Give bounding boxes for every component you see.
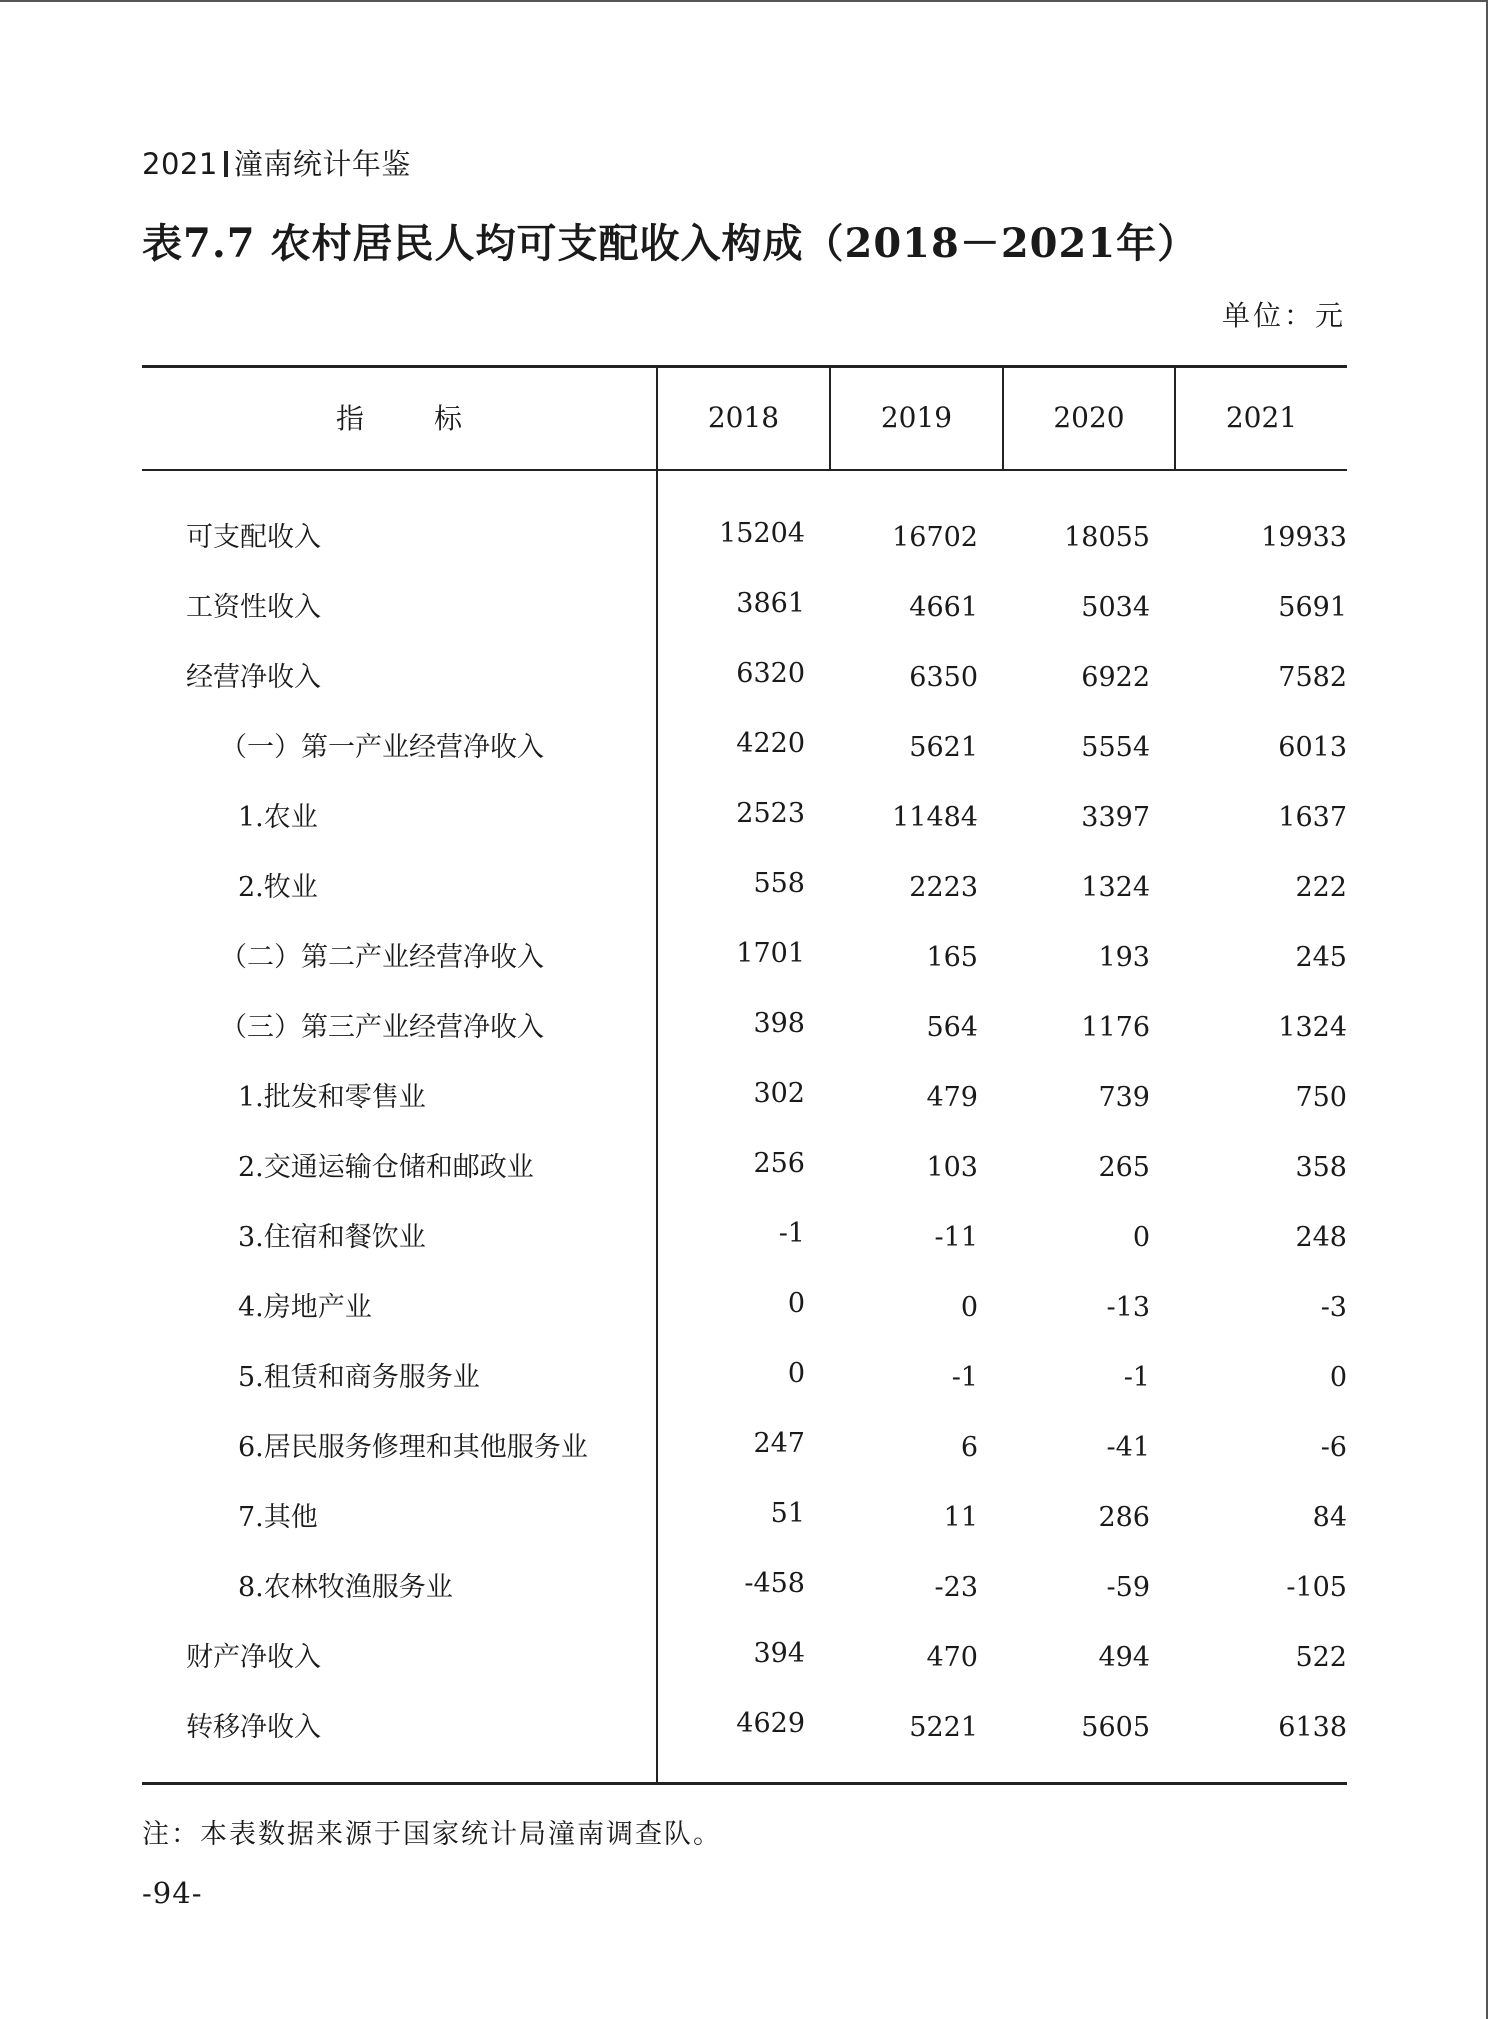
table-row xyxy=(142,1483,1347,1553)
row-value-2019: -11 xyxy=(934,1222,978,1253)
table-row xyxy=(142,1553,1347,1623)
row-value-2018: 0 xyxy=(787,1358,805,1389)
table-row xyxy=(142,783,1347,853)
row-value-2020: 739 xyxy=(1098,1082,1150,1113)
row-value-2018: -458 xyxy=(744,1568,805,1599)
row-value-2018: 558 xyxy=(753,868,805,899)
row-label: 8.农林牧渔服务业 xyxy=(238,1572,453,1603)
row-label: 转移净收入 xyxy=(186,1712,321,1743)
row-label: 5.租赁和商务服务业 xyxy=(238,1362,480,1393)
header-book-title: 潼南统计年鉴 xyxy=(233,147,411,181)
row-value-2019: 0 xyxy=(960,1292,978,1323)
header-year: 2021 xyxy=(142,147,218,181)
row-value-2018: 2523 xyxy=(736,798,805,829)
row-value-2020: 6922 xyxy=(1081,662,1150,693)
table-row xyxy=(142,1623,1347,1693)
row-value-2021: 1324 xyxy=(1278,1012,1347,1043)
row-value-2021: -3 xyxy=(1320,1292,1347,1323)
row-value-2020: -1 xyxy=(1123,1362,1150,1393)
row-value-2020: 286 xyxy=(1098,1502,1150,1533)
row-label: 1.批发和零售业 xyxy=(238,1082,426,1113)
row-label: 工资性收入 xyxy=(186,592,321,623)
table-row xyxy=(142,1413,1347,1483)
row-label: 1.农业 xyxy=(238,802,318,833)
row-value-2021: 19933 xyxy=(1261,522,1347,553)
row-value-2021: 7582 xyxy=(1278,662,1347,693)
row-value-2021: 245 xyxy=(1295,942,1347,973)
row-value-2021: 84 xyxy=(1312,1502,1347,1533)
row-value-2019: 11 xyxy=(943,1502,978,1533)
row-value-2018: 4629 xyxy=(736,1708,805,1739)
row-value-2018: 256 xyxy=(753,1148,805,1179)
row-value-2020: 3397 xyxy=(1081,802,1150,833)
row-value-2020: 18055 xyxy=(1064,522,1150,553)
row-value-2021: 5691 xyxy=(1278,592,1347,623)
table-row xyxy=(142,1273,1347,1343)
row-value-2019: 479 xyxy=(926,1082,978,1113)
row-value-2020: 1324 xyxy=(1081,872,1150,903)
row-value-2019: 2223 xyxy=(909,872,978,903)
row-value-2019: -23 xyxy=(934,1572,978,1603)
row-value-2021: 0 xyxy=(1329,1362,1347,1393)
row-value-2020: 5554 xyxy=(1081,732,1150,763)
table-row xyxy=(142,1203,1347,1273)
row-label: 2.牧业 xyxy=(238,872,318,903)
row-value-2020: -41 xyxy=(1106,1432,1150,1463)
row-value-2020: 494 xyxy=(1098,1642,1150,1673)
row-value-2020: -59 xyxy=(1106,1572,1150,1603)
row-value-2018: 0 xyxy=(787,1288,805,1319)
table-row xyxy=(142,503,1347,573)
row-value-2021: 358 xyxy=(1295,1152,1347,1183)
row-value-2021: -6 xyxy=(1320,1432,1347,1463)
row-value-2020: 5605 xyxy=(1081,1712,1150,1743)
row-value-2019: 4661 xyxy=(909,592,978,623)
row-value-2019: 11484 xyxy=(892,802,978,833)
unit-label: 单位：元 xyxy=(1221,299,1346,332)
row-value-2019: 16702 xyxy=(892,522,978,553)
row-value-2019: 5621 xyxy=(909,732,978,763)
row-label: 可支配收入 xyxy=(186,522,321,553)
row-value-2021: 522 xyxy=(1295,1642,1347,1673)
column-header-year: 2019 xyxy=(880,400,953,434)
table-footnote: 注：本表数据来源于国家统计局潼南调查队。 xyxy=(142,1819,722,1850)
row-value-2018: 4220 xyxy=(736,728,805,759)
table-row xyxy=(142,713,1347,783)
row-value-2019: 5221 xyxy=(909,1712,978,1743)
table-header-rule xyxy=(142,469,1347,471)
row-value-2019: 470 xyxy=(926,1642,978,1673)
table-bottom-rule xyxy=(142,1782,1347,1785)
row-value-2018: -1 xyxy=(778,1218,805,1249)
row-value-2018: 302 xyxy=(753,1078,805,1109)
header-separator xyxy=(224,151,228,177)
row-value-2020: -13 xyxy=(1106,1292,1150,1323)
row-label: 2.交通运输仓储和邮政业 xyxy=(238,1152,534,1183)
row-value-2021: -105 xyxy=(1286,1572,1347,1603)
row-value-2019: 165 xyxy=(926,942,978,973)
table-row xyxy=(142,1343,1347,1413)
table-title: 表7.7 农村居民人均可支配收入构成（2018－2021年） xyxy=(142,220,1199,267)
table-row xyxy=(142,853,1347,923)
row-label: 7.其他 xyxy=(238,1502,318,1533)
row-label: 4.房地产业 xyxy=(238,1292,372,1323)
column-header-year: 2021 xyxy=(1225,400,1298,434)
row-value-2019: 564 xyxy=(926,1012,978,1043)
row-label: 经营净收入 xyxy=(186,662,321,693)
row-value-2018: 1701 xyxy=(736,938,805,969)
row-value-2021: 1637 xyxy=(1278,802,1347,833)
table-row xyxy=(142,573,1347,643)
row-value-2020: 265 xyxy=(1098,1152,1150,1183)
row-label: （三）第三产业经营净收入 xyxy=(220,1012,544,1043)
row-value-2018: 6320 xyxy=(736,658,805,689)
row-value-2021: 6013 xyxy=(1278,732,1347,763)
row-value-2018: 51 xyxy=(770,1498,805,1529)
row-value-2018: 398 xyxy=(753,1008,805,1039)
column-header-year: 2020 xyxy=(1053,400,1125,434)
page-frame-top xyxy=(0,0,1488,2)
table-row xyxy=(142,1693,1347,1763)
row-value-2021: 750 xyxy=(1295,1082,1347,1113)
row-value-2019: 6350 xyxy=(909,662,978,693)
table-row xyxy=(142,643,1347,713)
row-value-2018: 394 xyxy=(753,1638,805,1669)
row-label: 6.居民服务修理和其他服务业 xyxy=(238,1432,588,1463)
row-value-2020: 1176 xyxy=(1081,1012,1150,1043)
row-label: （一）第一产业经营净收入 xyxy=(220,732,544,763)
row-value-2020: 5034 xyxy=(1081,592,1150,623)
row-value-2021: 222 xyxy=(1295,872,1347,903)
table-row xyxy=(142,923,1347,993)
row-value-2018: 15204 xyxy=(719,518,805,549)
row-value-2020: 193 xyxy=(1098,942,1150,973)
table-row xyxy=(142,993,1347,1063)
row-label: 财产净收入 xyxy=(186,1642,321,1673)
row-label: （二）第二产业经营净收入 xyxy=(220,942,544,973)
row-value-2021: 248 xyxy=(1295,1222,1347,1253)
column-header-year: 2018 xyxy=(707,400,780,434)
column-header-indicator: 指标 xyxy=(335,402,532,435)
row-value-2018: 247 xyxy=(753,1428,805,1459)
table-row xyxy=(142,1133,1347,1203)
row-value-2019: 103 xyxy=(926,1152,978,1183)
table-row xyxy=(142,1063,1347,1133)
row-label: 3.住宿和餐饮业 xyxy=(238,1222,426,1253)
row-value-2021: 6138 xyxy=(1278,1712,1347,1743)
row-value-2018: 3861 xyxy=(736,588,805,619)
row-value-2020: 0 xyxy=(1132,1222,1150,1253)
page-number: -94- xyxy=(142,1876,203,1910)
running-header xyxy=(142,142,411,183)
row-value-2019: 6 xyxy=(960,1432,978,1463)
row-value-2019: -1 xyxy=(951,1362,978,1393)
